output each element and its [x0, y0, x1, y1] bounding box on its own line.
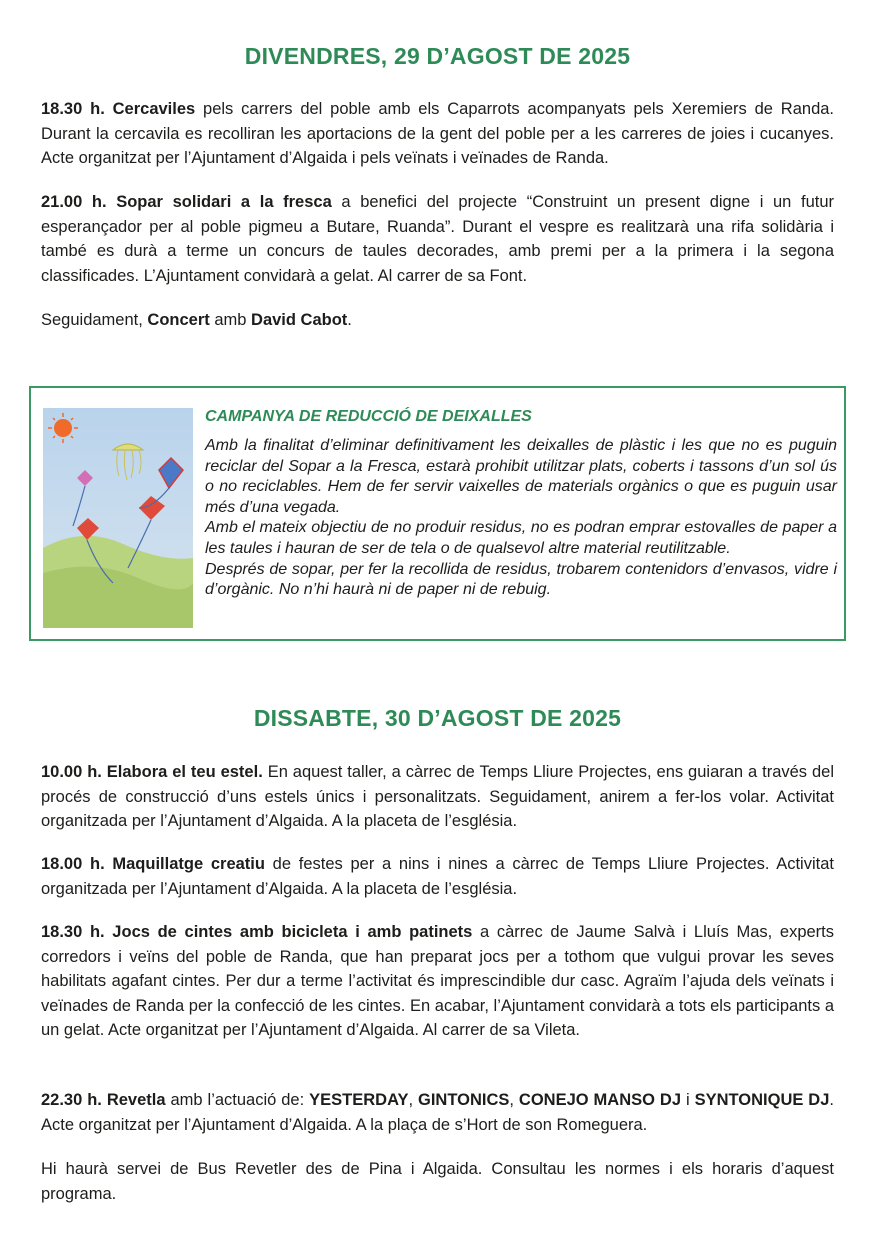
event-title: 18.30 h. Jocs de cintes amb bicicleta i amb patinets: [41, 923, 473, 941]
band-name: GINTONICS: [418, 1091, 510, 1109]
day2-heading: DISSABTE, 30 D’AGOST DE 2025: [253, 705, 622, 731]
event-maquillatge: [41, 852, 834, 901]
event-concert: [41, 308, 834, 333]
event-title: 22.30 h. Revetla: [41, 1091, 166, 1109]
concert-label: Concert: [147, 311, 210, 329]
artist-name: David Cabot: [251, 311, 348, 329]
revetla-intro: amb l’actuació de:: [165, 1091, 310, 1109]
campaign-title: CAMPANYA DE REDUCCIÓ DE DEIXALLES: [205, 408, 532, 425]
event-revetla: [41, 1088, 834, 1137]
event-estel: [41, 760, 834, 834]
event-jocs-cintes: [41, 920, 834, 1043]
band-name: SYNTONIQUE DJ: [694, 1091, 830, 1109]
event-cercaviles: [41, 97, 834, 171]
campaign-paragraph: Amb el mateix objectiu de no produir residus, no es podran emprar estovalles de paper a les taules i hauran de ser de tela o de qualsevol altre material reutilitzable.: [205, 519, 837, 557]
event-description: En aquest taller, a càrrec de Temps Lliure Projectes, ens guiaran a través del procés de construcció d’uns estels únics i personalitzats. Seguidament, anirem a fer-los volar. Activitat organitzada per l’Ajuntament d’Algaida. A la placeta de l’església.: [41, 763, 834, 830]
event-description: a càrrec de Jaume Salvà i Lluís Mas, experts corredors i veïns del poble de Randa, que han preparat jocs per a tothom que vulgui provar les seves habilitats agafant cintes. Per dur a terme l’activitat és imprescindible dur casc. Agraïm l’ajuda dels veïnats i veïnades de Randa per la confecció de les cintes. En acabar, l’Ajuntament convidarà a tots els participants a un gelat. Acte organitzat per l’Ajuntament d’Algaida. Al carrer de sa Vileta.: [41, 923, 834, 1039]
followup-suffix: .: [347, 311, 352, 329]
bus-note: Hi haurà servei de Bus Revetler des de Pina i Algaida. Consultau les normes i els horaris d’aquest programa.: [41, 1160, 834, 1203]
event-title: 18.00 h. Maquillatge creatiu: [41, 855, 265, 873]
separator: ,: [408, 1091, 419, 1109]
event-title: 21.00 h. Sopar solidari a la fresca: [41, 193, 332, 211]
separator: ,: [509, 1091, 519, 1109]
campaign-text: [205, 406, 837, 601]
campaign-paragraph: Després de sopar, per fer la recollida de residus, trobarem contenidors d’envasos, vidre i d’orgànic. No n’hi haurà ni de paper ni de rebuig.: [205, 560, 837, 599]
event-description: de festes per a nins i nines a càrrec de Temps Lliure Projectes. Activitat organitzada per l’Ajuntament d’Algaida. A la placeta de l’església.: [41, 855, 834, 898]
event-sopar-solidari: [41, 190, 834, 288]
event-description: . Acte organitzat per l’Ajuntament d’Algaida. A la plaça de s’Hort de son Romeguera.: [41, 1091, 834, 1134]
kites-drawing-illustration: [43, 408, 193, 628]
campaign-box: [29, 386, 846, 641]
separator: i: [681, 1091, 695, 1109]
event-title: 10.00 h. Elabora el teu estel.: [41, 763, 263, 781]
event-title: 18.30 h. Cercaviles: [41, 100, 196, 118]
band-name: YESTERDAY: [309, 1091, 409, 1109]
campaign-paragraph: Amb la finalitat d’eliminar definitivament les deixalles de plàstic i les que no es puguin reciclar del Sopar a la Fresca, estarà prohibit utilitzar plats, coberts i tassons d’un sol ús o no reciclables. Hem de fer servir vaixelles de materials orgànics o que es puguin usar més d’una vegada.: [205, 437, 837, 516]
event-description: pels carrers del poble amb els Caparrots acompanyats pels Xeremiers de Randa. Durant la cercavila es recolliran les aportacions de la gent del poble per a les carreres de joies i cucanyes. Acte organitzat per l’Ajuntament d’Algaida i pels veïnats i veïnades de Randa.: [41, 100, 835, 167]
day1-heading: DIVENDRES, 29 D’AGOST DE 2025: [244, 43, 631, 69]
followup-middle: amb: [209, 311, 252, 329]
band-name: CONEJO MANSO DJ: [518, 1091, 681, 1109]
event-description: a benefici del projecte “Construint un present digne i un futur esperançador per al poble pigmeu a Butare, Ruanda”. Durant el vespre es realitzarà una rifa solidària i també es durà a terme un concurs de taules decorades, amb premi per a la primera i la segona classificades. L’Ajuntament convidarà a gelat. Al carrer de sa Font.: [41, 193, 834, 285]
followup-prefix: Seguidament,: [41, 311, 148, 329]
